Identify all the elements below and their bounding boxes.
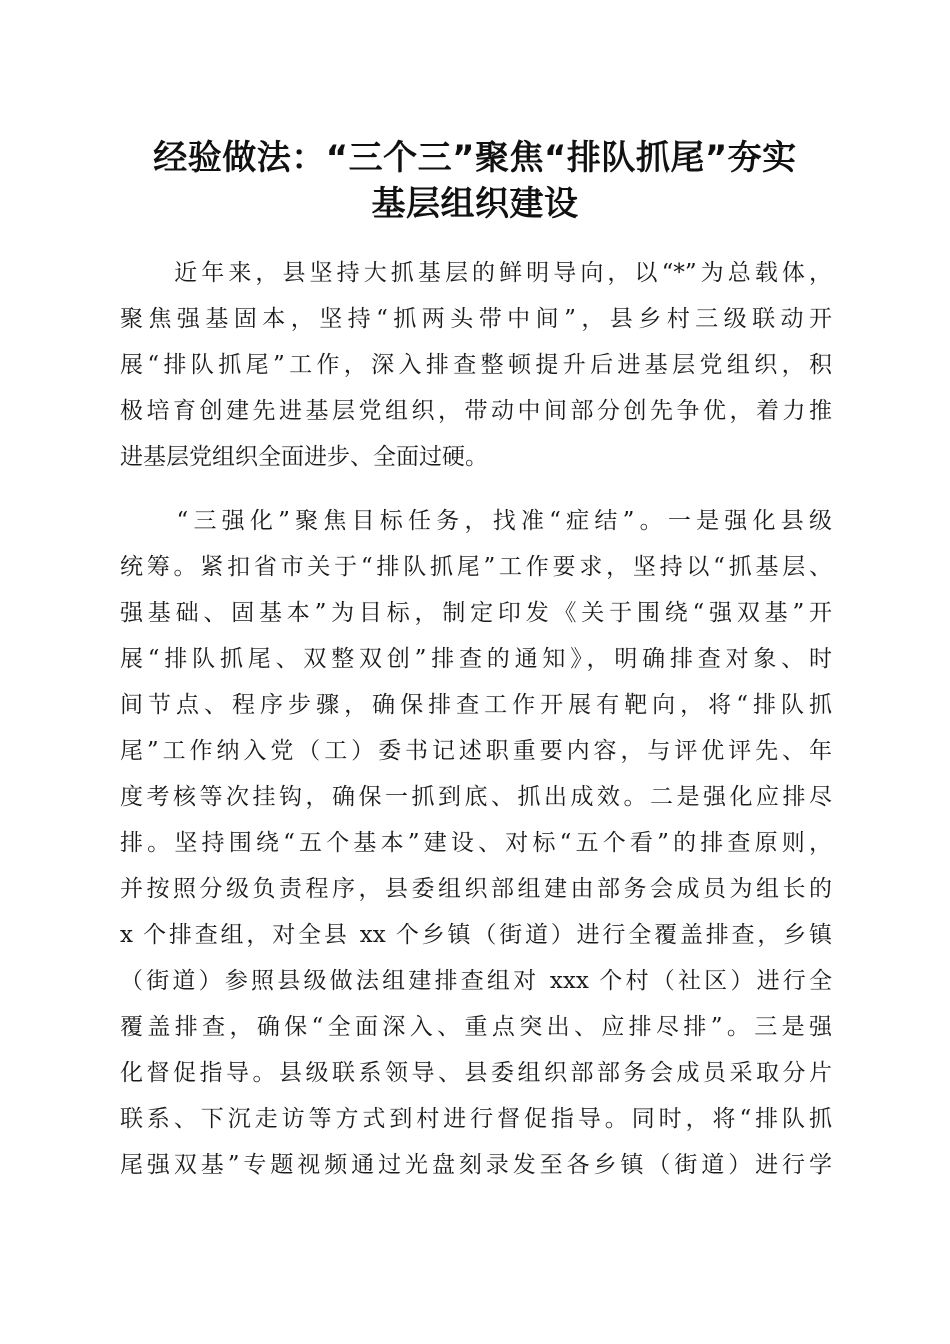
paragraph-line: 并按照分级负责程序，县委组织部组建由部务会成员为组长的 bbox=[120, 876, 832, 902]
paragraph-line: 化督促指导。县级联系领导、县委组织部部务会成员采取分片 bbox=[120, 1060, 832, 1086]
paragraph-line: 联系、下沉走访等方式到村进行督促指导。同时，将“排队抓 bbox=[120, 1106, 832, 1132]
paragraph-line: 排。坚持围绕“五个基本”建设、对标“五个看”的排查原则， bbox=[120, 830, 832, 856]
paragraph-line: “三强化”聚焦目标任务，找准“症结”。一是强化县级 bbox=[120, 508, 832, 534]
paragraph-line: 近年来，县坚持大抓基层的鲜明导向，以“*”为总载体， bbox=[120, 260, 832, 286]
paragraph-line: 展“排队抓尾、双整双创”排查的通知》，明确排查对象、时 bbox=[120, 646, 832, 672]
paragraph-line: 尾”工作纳入党（工）委书记述职重要内容，与评优评先、年 bbox=[120, 738, 832, 764]
paragraph-line: 极培育创建先进基层党组织，带动中间部分创先争优，着力推 bbox=[120, 398, 832, 424]
document-title-line-1: 经验做法：“三个三”聚焦“排队抓尾”夯实 bbox=[153, 138, 797, 178]
paragraph-line: x 个排查组，对全县 xx 个乡镇（街道）进行全覆盖排查，乡镇 bbox=[120, 922, 832, 948]
paragraph-line: 尾强双基”专题视频通过光盘刻录发至各乡镇（街道）进行学 bbox=[120, 1152, 832, 1178]
document-title-line-2: 基层组织建设 bbox=[371, 184, 579, 224]
paragraph-line: 展“排队抓尾”工作，深入排查整顿提升后进基层党组织，积 bbox=[120, 352, 832, 378]
paragraph-intro bbox=[120, 250, 832, 480]
paragraph-line: （街道）参照县级做法组建排查组对 xxx 个村（社区）进行全 bbox=[120, 968, 832, 994]
paragraph-line: 聚焦强基固本，坚持“抓两头带中间”，县乡村三级联动开 bbox=[120, 306, 832, 332]
paragraph-three-strengthen bbox=[120, 498, 832, 1188]
paragraph-line: 统筹。紧扣省市关于“排队抓尾”工作要求，坚持以“抓基层、 bbox=[120, 554, 832, 580]
paragraph-line: 进基层党组织全面进步、全面过硬。 bbox=[120, 444, 488, 470]
paragraph-line: 强基础、固基本”为目标，制定印发《关于围绕“强双基”开 bbox=[120, 600, 832, 626]
paragraph-line: 度考核等次挂钩，确保一抓到底、抓出成效。二是强化应排尽 bbox=[120, 784, 832, 810]
paragraph-line: 覆盖排查，确保“全面深入、重点突出、应排尽排”。三是强 bbox=[120, 1014, 832, 1040]
paragraph-line: 间节点、程序步骤，确保排查工作开展有靶向，将“排队抓 bbox=[120, 692, 832, 718]
